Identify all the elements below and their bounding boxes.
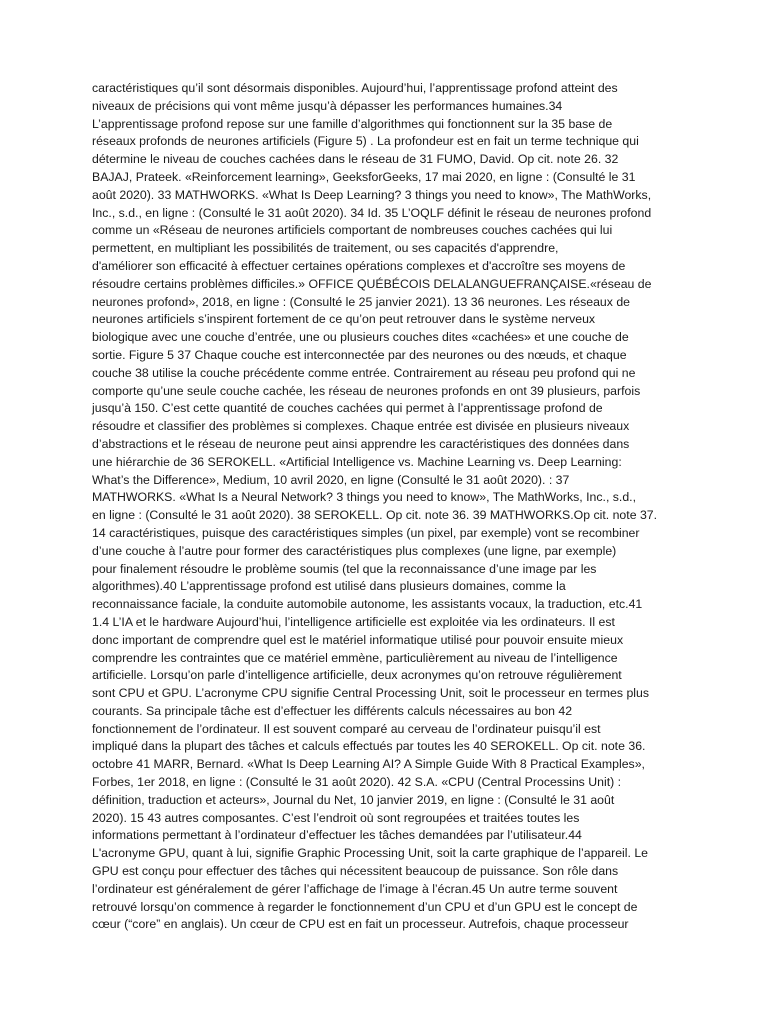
text-line: fonctionnement de l’ordinateur. Il est souvent comparé au cerveau de l’ordinateur puisqu’il est	[92, 721, 601, 736]
text-line: neurones profond», 2018, en ligne : (Consulté le 25 janvier 2021). 13 36 neurones. Les réseaux de	[92, 294, 631, 309]
text-line: What’s the Difference», Medium, 10 avril 2020, en ligne (Consulté le 31 août 2020). : 37	[92, 472, 570, 487]
text-line: permettent, en multipliant les possibilités de traitement, ou ses capacités d'apprendre,	[92, 241, 559, 256]
text-line: impliqué dans la plupart des tâches et calculs effectués par toutes les 40 SEROKELL. Op cit. note 36.	[92, 739, 646, 754]
text-line: reconnaissance faciale, la conduite automobile autonome, les assistants vocaux, la traduction, etc.41	[92, 597, 643, 612]
text-line: détermine le niveau de couches cachées dans le réseau de 31 FUMO, David. Op cit. note 26. 32	[92, 152, 619, 167]
text-line: biologique avec une couche d’entrée, une ou plusieurs couches dites «cachées» et une couche de	[92, 330, 629, 345]
text-line: Inc., s.d., en ligne : (Consulté le 31 août 2020). 34 Id. 35 L’OQLF définit le réseau de neurones profond	[92, 205, 652, 220]
text-line: courants. Sa principale tâche est d’effectuer les différents calculs nécessaires au bon 42	[92, 703, 573, 718]
text-line: L'acronyme GPU, quant à lui, signifie Graphic Processing Unit, soit la carte graphique de l’appareil. Le	[92, 846, 649, 861]
text-line: pour finalement résoudre le problème soumis (tel que la reconnaissance d’une image par les	[92, 561, 597, 576]
text-line: une hiérarchie de 36 SEROKELL. «Artificial Intelligence vs. Machine Learning vs. Deep Learning:	[92, 454, 622, 469]
text-line: cœur (“core” en anglais). Un cœur de CPU est en fait un processeur. Autrefois, chaque processeur	[92, 917, 629, 932]
text-line: en ligne : (Consulté le 31 août 2020). 38 SEROKELL. Op cit. note 36. 39 MATHWORKS.Op cit. note 37.	[92, 508, 658, 523]
text-line: sont CPU et GPU. L’acronyme CPU signifie Central Processing Unit, soit le processeur en termes plus	[92, 686, 650, 701]
text-line: d’abstractions et le réseau de neurone peut ainsi apprendre les caractéristiques des données dans	[92, 436, 630, 451]
text-line: jusqu’à 150. C’est cette quantité de couches cachées qui permet à l’apprentissage profond de	[92, 401, 603, 416]
text-line: août 2020). 33 MATHWORKS. «What Is Deep Learning? 3 things you need to know», The MathWorks,	[92, 187, 652, 202]
text-line: sortie. Figure 5 37 Chaque couche est interconnectée par des neurones ou des nœuds, et chaque	[92, 347, 627, 362]
text-line: comme un «Réseau de neurones artificiels comportant de nombreuses couches cachées qui lui	[92, 223, 613, 238]
text-line: résoudre et classifier des problèmes si complexes. Chaque entrée est divisée en plusieurs niveaux	[92, 419, 630, 434]
text-line: neurones artificiels s’inspirent fortement de ce qu’on peut retrouver dans le système nerveux	[92, 312, 596, 327]
text-line: informations permettant à l’ordinateur d’effectuer les tâches demandées par l’utilisateur.44	[92, 828, 582, 843]
text-line: couche 38 utilise la couche précédente comme entrée. Contrairement au réseau peu profond qui ne	[92, 365, 636, 380]
text-line: d’une couche à l’autre pour former des caractéristiques plus complexes (une ligne, par exemple)	[92, 543, 617, 558]
text-line: niveaux de précisions qui vont même jusqu’à dépasser les performances humaines.34	[92, 98, 563, 113]
text-line: GPU est conçu pour effectuer des tâches qui nécessitent beaucoup de puissance. Son rôle dans	[92, 864, 619, 879]
text-line: 14 caractéristiques, puisque des caractéristiques simples (un pixel, par exemple) vont se recombiner	[92, 525, 640, 540]
text-line: MATHWORKS. «What Is a Neural Network? 3 things you need to know», The MathWorks, Inc., s.d.,	[92, 490, 637, 505]
text-line: l’ordinateur est généralement de gérer l’affichage de l’image à l’écran.45 Un autre terme souvent	[92, 881, 618, 896]
text-line: donc important de comprendre quel est le matériel informatique utilisé pour pouvoir ensuite mieux	[92, 632, 624, 647]
text-line: réseaux profonds de neurones artificiels (Figure 5) . La profondeur est en fait un terme technique qui	[92, 134, 639, 149]
text-line: octobre 41 MARR, Bernard. «What Is Deep Learning AI? A Simple Guide With 8 Practical Examples»,	[92, 757, 645, 772]
text-line: résoudre certains problèmes difficiles.» OFFICE QUÉBÉCOIS DELALANGUEFRANÇAISE.«réseau de	[92, 276, 652, 291]
text-line: retrouvé lorsqu’on commence à regarder le fonctionnement d’un CPU et d’un GPU est le concept de	[92, 899, 638, 914]
text-line: Forbes, 1er 2018, en ligne : (Consulté le 31 août 2020). 42 S.A. «CPU (Central Processins Unit) :	[92, 775, 622, 790]
text-line: d'améliorer son efficacité à effectuer certaines opérations complexes et d'accroître ses moyens de	[92, 258, 626, 273]
body-text	[92, 80, 672, 934]
text-line: comprendre les contraintes que ce matériel emmène, particulièrement au niveau de l’intelligence	[92, 650, 618, 665]
text-line: artificielle. Lorsqu’on parle d’intelligence artificielle, deux acronymes qu’on retrouve régulièrement	[92, 668, 622, 683]
text-line: L’apprentissage profond repose sur une famille d’algorithmes qui fonctionnent sur la 35 base de	[92, 116, 613, 131]
text-line: 1.4 L’IA et le hardware Aujourd’hui, l’intelligence artificielle est exploitée via les ordinateurs. Il est	[92, 614, 615, 629]
text-line: 2020). 15 43 autres composantes. C’est l’endroit où sont regroupées et traitées toutes les	[92, 810, 580, 825]
text-line: algorithmes).40 L’apprentissage profond est utilisé dans plusieurs domaines, comme la	[92, 579, 566, 594]
text-line: caractéristiques qu’il sont désormais disponibles. Aujourd’hui, l’apprentissage profond atteint des	[92, 81, 618, 95]
text-line: comporte qu’une seule couche cachée, les réseau de neurones profonds en ont 39 plusieurs, parfois	[92, 383, 641, 398]
text-line: définition, traduction et acteurs», Journal du Net, 10 janvier 2019, en ligne : (Consulté le 31 août	[92, 792, 615, 807]
text-line: BAJAJ, Prateek. «Reinforcement learning», GeeksforGeeks, 17 mai 2020, en ligne : (Consulté le 31	[92, 169, 636, 184]
